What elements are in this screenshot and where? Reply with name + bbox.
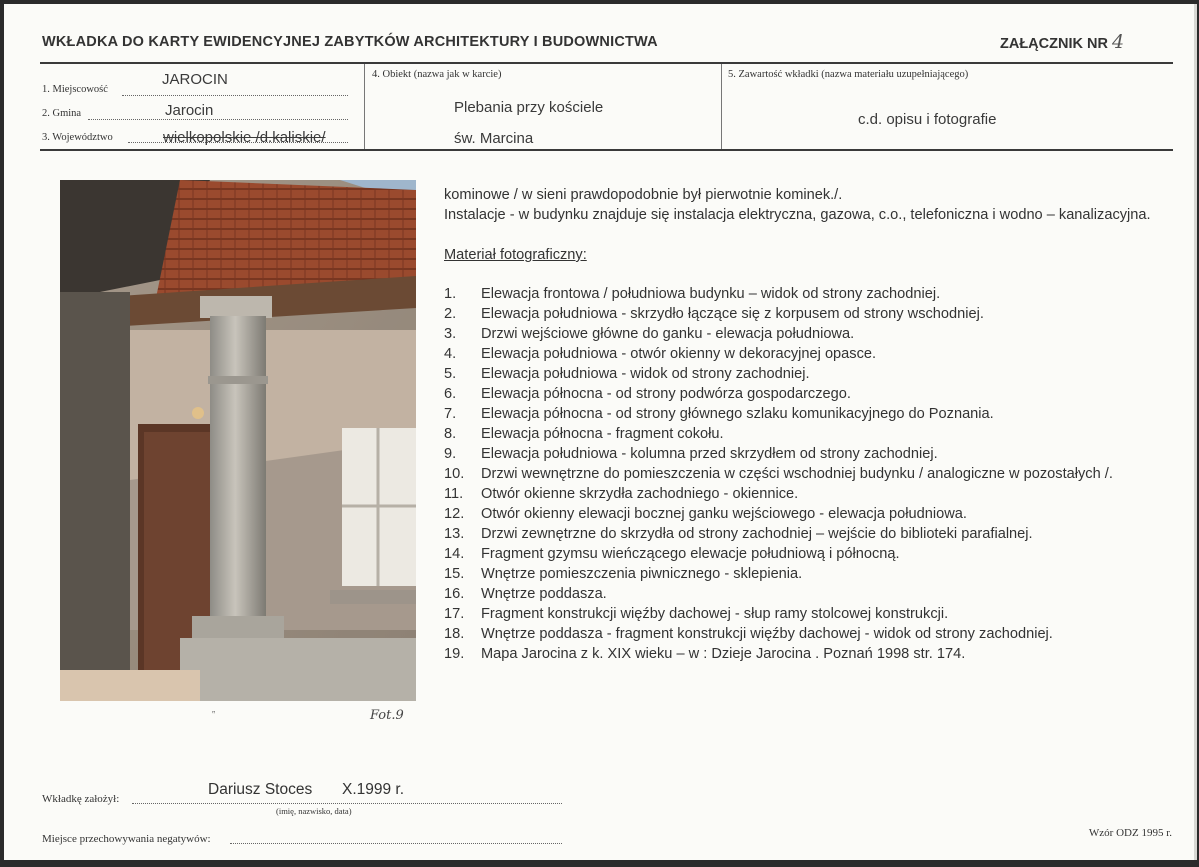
list-item-number: 5.	[444, 366, 457, 382]
commune-label: 2. Gmina	[42, 108, 82, 119]
form-code: Wzór ODZ 1995 r.	[1088, 827, 1172, 839]
list-item-number: 1.	[444, 286, 457, 302]
list-item-text: Wnętrze poddasza.	[481, 586, 607, 602]
list-item-text: Elewacja północna - od strony podwórza gospodarczego.	[481, 386, 851, 402]
list-item	[444, 584, 1160, 604]
list-item	[444, 304, 1160, 324]
object-name-line2: św. Marcina	[454, 130, 534, 147]
photo-material-list	[444, 284, 1160, 664]
top-rule	[40, 62, 1173, 64]
list-item	[444, 624, 1160, 644]
list-item	[444, 644, 1160, 664]
list-item-text: Otwór okienne skrzydła zachodniego - okiennice.	[481, 486, 799, 502]
photo-caption: Fot.9	[370, 708, 404, 723]
list-item-text: Drzwi wewnętrzne do pomieszczenia w części wschodniej budynku / analogiczne w pozostałych /.	[481, 466, 1113, 482]
locality-dots	[122, 94, 348, 96]
material-heading: Materiał fotograficzny:	[444, 247, 587, 263]
column-divider-2	[721, 64, 722, 150]
photo-illustration	[60, 180, 416, 701]
list-item-number: 15.	[444, 566, 465, 582]
description-line: kominowe / w sieni prawdopodobnie był pierwotnie kominek./.	[444, 187, 843, 203]
list-item-number: 8.	[444, 426, 457, 442]
description-text	[444, 185, 1160, 664]
negatives-location-dots	[230, 842, 562, 844]
list-item-text: Elewacja południowa - kolumna przed skrzydłem od strony zachodniej.	[481, 446, 938, 462]
list-item-number: 2.	[444, 306, 457, 322]
list-item	[444, 404, 1160, 424]
list-item-text: Elewacja frontowa / południowa budynku – widok od strony zachodniej.	[481, 286, 941, 302]
list-item-text: Wnętrze pomieszczenia piwnicznego - sklepienia.	[481, 566, 803, 582]
building-photograph	[60, 180, 416, 701]
list-item-number: 19.	[444, 646, 465, 662]
prepared-by-sublabel: (imię, nazwisko, data)	[276, 806, 352, 816]
list-item-number: 16.	[444, 586, 465, 602]
column-divider-1	[364, 64, 365, 150]
list-item-text: Elewacja południowa - otwór okienny w dekoracyjnej opasce.	[481, 346, 877, 362]
list-item	[444, 464, 1160, 484]
list-item-number: 12.	[444, 506, 465, 522]
voivodeship-value: wielkopolskie /d.kaliskie/	[163, 129, 326, 146]
list-item-number: 10.	[444, 466, 465, 482]
prepared-by-name: Dariusz Stoces	[208, 781, 313, 798]
locality-label: 1. Miejscowość	[42, 84, 108, 95]
list-item-number: 7.	[444, 406, 457, 422]
list-item-text: Fragment gzymsu wieńczącego elewacje południową i północną.	[481, 546, 900, 562]
list-item	[444, 324, 1160, 344]
list-item-text: Otwór okienny elewacji bocznej ganku wejściowego - elewacja południowa.	[481, 506, 967, 522]
list-item	[444, 604, 1160, 624]
prepared-by-label: Wkładkę założył:	[42, 793, 120, 805]
object-name-line1: Plebania przy kościele	[454, 99, 604, 116]
list-item	[444, 484, 1160, 504]
list-item-number: 3.	[444, 326, 457, 342]
list-item	[444, 284, 1160, 304]
list-item	[444, 524, 1160, 544]
list-item-number: 18.	[444, 626, 465, 642]
list-item-number: 6.	[444, 386, 457, 402]
list-item	[444, 504, 1160, 524]
list-item	[444, 364, 1160, 384]
list-item-text: Elewacja północna - fragment cokołu.	[481, 426, 724, 442]
list-item-number: 13.	[444, 526, 465, 542]
prepared-by-dots	[132, 802, 562, 804]
list-item-text: Fragment konstrukcji więźby dachowej - słup ramy stolcowej konstrukcji.	[481, 606, 949, 622]
list-item-text: Drzwi zewnętrzne do skrzydła od strony zachodniej – wejście do biblioteki parafialnej.	[481, 526, 1033, 542]
list-item-number: 17.	[444, 606, 465, 622]
list-item-number: 14.	[444, 546, 465, 562]
list-item-text: Elewacja południowa - skrzydło łączące się z korpusem od strony wschodniej.	[481, 306, 984, 322]
list-item	[444, 564, 1160, 584]
installations-paragraph: Instalacje - w budynku znajduje się instalacja elektryczna, gazowa, c.o., telefoniczna i wodno – kanalizacyjna.	[444, 207, 1151, 223]
locality-value: JAROCIN	[162, 71, 228, 88]
list-item-text: Elewacja północna - od strony głównego szlaku komunikacyjnego do Poznania.	[481, 406, 994, 422]
object-label: 4. Obiekt (nazwa jak w karcie)	[372, 69, 502, 80]
prepared-date: X.1999 r.	[342, 781, 405, 798]
photo-mark: ‟	[212, 710, 216, 721]
attachment-number-value: 4	[1111, 31, 1125, 53]
document-title: WKŁADKA DO KARTY EWIDENCYJNEJ ZABYTKÓW ARCHITEKTURY I BUDOWNICTWA	[42, 34, 658, 50]
record-card-insert	[4, 4, 1197, 860]
contents-label: 5. Zawartość wkładki (nazwa materiału uzupełniającego)	[728, 69, 969, 80]
commune-dots	[88, 118, 348, 120]
attachment-number	[1000, 31, 1124, 53]
list-item-text: Elewacja południowa - widok od strony zachodniej.	[481, 366, 810, 382]
contents-value: c.d. opisu i fotografie	[858, 111, 997, 128]
list-item	[444, 424, 1160, 444]
list-item	[444, 344, 1160, 364]
list-item-text: Drzwi wejściowe główne do ganku - elewacja południowa.	[481, 326, 855, 342]
list-item	[444, 544, 1160, 564]
voivodeship-label: 3. Województwo	[42, 132, 113, 143]
bottom-rule	[40, 149, 1173, 151]
commune-value: Jarocin	[165, 102, 214, 119]
list-item-number: 4.	[444, 346, 457, 362]
list-item-text: Mapa Jarocina z k. XIX wieku – w : Dzieje Jarocina . Poznań 1998 str. 174.	[481, 646, 966, 662]
list-item	[444, 444, 1160, 464]
list-item-number: 11.	[444, 486, 464, 502]
attachment-label: ZAŁĄCZNIK NR	[1000, 36, 1108, 52]
negatives-location-label: Miejsce przechowywania negatywów:	[42, 833, 211, 845]
list-item-text: Wnętrze poddasza - fragment konstrukcji więźby dachowej - widok od strony zachodniej.	[481, 626, 1053, 642]
list-item-number: 9.	[444, 446, 457, 462]
list-item	[444, 384, 1160, 404]
